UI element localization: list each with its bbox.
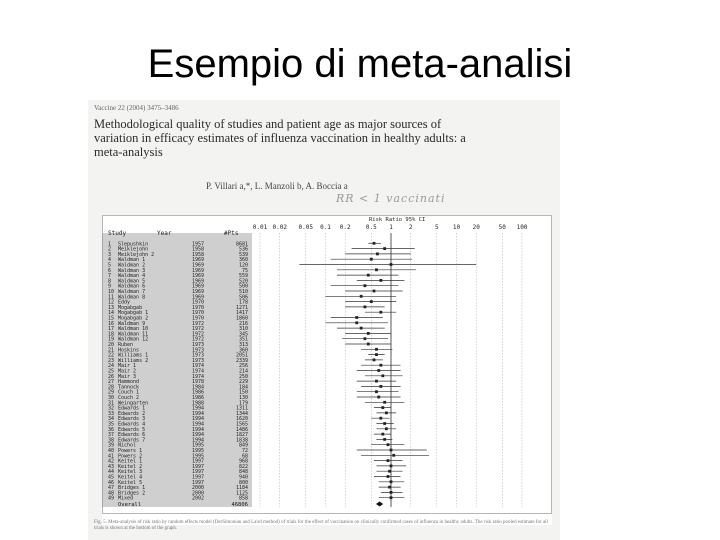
point-estimate	[383, 422, 386, 425]
study-number: 49	[108, 495, 115, 502]
tick-label: 50	[498, 224, 506, 231]
study-pts: 313	[238, 342, 248, 348]
study-name: Keitel 4	[118, 474, 143, 481]
study-year: 1994	[192, 405, 205, 412]
study-pts: 539	[238, 251, 248, 258]
study-number: 28	[108, 384, 115, 391]
study-number: 9	[108, 283, 112, 290]
study-name: Hammond	[118, 379, 140, 386]
point-estimate	[375, 268, 378, 271]
study-year: 1997	[192, 458, 205, 465]
study-pts: 1620	[235, 416, 248, 423]
point-estimate	[388, 486, 391, 489]
study-number: 40	[108, 448, 115, 454]
study-year: 1994	[192, 432, 205, 439]
tick-label: 0.05	[298, 224, 314, 231]
study-name: Mogabgab	[118, 304, 143, 311]
study-name: Mair 2	[118, 368, 137, 375]
study-pts: 822	[238, 463, 248, 470]
study-name: Mogabgab 2	[118, 315, 149, 322]
study-pts: 2051	[235, 352, 248, 359]
tick-label: 0.02	[272, 224, 287, 231]
study-year: 1969	[192, 273, 205, 280]
point-estimate	[383, 247, 386, 250]
study-number: 48	[108, 490, 115, 497]
study-name: Edwards 2	[118, 410, 146, 417]
point-estimate	[390, 263, 393, 266]
article-authors: P. Villari a,*, L. Manzoli b, A. Boccia a	[206, 181, 348, 191]
study-number: 19	[108, 336, 115, 343]
study-name: Mair 1	[118, 363, 137, 370]
study-name: Edwards 7	[118, 437, 146, 444]
tick-label: 0.1	[320, 224, 331, 231]
point-estimate	[385, 412, 388, 415]
study-year: 1997	[192, 469, 205, 476]
study-name: Edwards 3	[118, 416, 146, 423]
study-number: 23	[108, 357, 115, 364]
study-year: 1970	[192, 304, 205, 311]
study-pts: 1125	[235, 490, 248, 497]
study-number: 47	[108, 485, 115, 492]
column-header: #Pts	[224, 230, 239, 237]
point-estimate	[381, 374, 384, 377]
study-year: 1973	[192, 347, 205, 354]
point-estimate	[373, 242, 376, 245]
study-pts: 250	[238, 373, 248, 380]
study-number: 41	[108, 453, 115, 460]
tick-label: 100	[516, 224, 528, 231]
study-number: 7	[108, 273, 112, 280]
study-name: Couch 2	[118, 395, 140, 401]
study-number: 16	[108, 320, 115, 327]
study-year: 1969	[192, 257, 205, 264]
study-name: Meiklejohn	[118, 246, 149, 253]
study-year: 1974	[192, 373, 205, 380]
overall-pts: 46806	[231, 502, 248, 508]
tick-label: 5	[434, 224, 439, 231]
study-year: 1970	[192, 299, 205, 306]
study-year: 1994	[192, 410, 205, 417]
study-year: 1995	[192, 448, 205, 454]
study-name: Waldman 7	[118, 289, 146, 295]
study-name: Mair 3	[118, 373, 137, 380]
study-number: 25	[108, 368, 115, 375]
study-number: 18	[108, 331, 115, 338]
study-pts: 345	[238, 331, 248, 338]
point-estimate	[392, 454, 395, 457]
study-name: Waldman 8	[118, 294, 146, 301]
point-estimate	[387, 443, 390, 446]
point-estimate	[390, 491, 393, 494]
study-name: Meiklejohn 2	[118, 251, 155, 258]
point-estimate	[367, 332, 370, 335]
study-number: 42	[108, 458, 115, 465]
tick-label: 10	[452, 224, 461, 231]
study-number: 13	[108, 304, 115, 311]
study-pts: 536	[238, 246, 248, 253]
point-estimate	[370, 258, 373, 261]
study-pts: 216	[238, 320, 248, 327]
study-name: Powers 1	[118, 448, 143, 454]
overall-diamond	[376, 502, 383, 507]
point-estimate	[364, 306, 367, 309]
point-estimate	[360, 295, 363, 298]
study-pts: 229	[238, 379, 248, 386]
point-estimate	[373, 359, 376, 362]
study-year: 1974	[192, 363, 205, 370]
study-number: 30	[108, 395, 115, 401]
study-year: 1969	[192, 267, 205, 274]
point-estimate	[364, 284, 367, 287]
study-name: Waldman 10	[118, 326, 149, 333]
study-pts: 940	[238, 474, 248, 481]
study-pts: 1860	[235, 315, 248, 322]
study-year: 1969	[192, 262, 205, 269]
study-name: Waldman 9	[118, 320, 146, 327]
study-number: 31	[108, 400, 115, 407]
study-pts: 1486	[235, 426, 248, 433]
study-name: Edwards 6	[118, 432, 146, 439]
study-pts: 848	[238, 469, 248, 476]
study-number: 38	[108, 437, 115, 444]
tick-label: 0.01	[252, 224, 268, 231]
study-name: Couch 1	[118, 389, 140, 396]
point-estimate	[390, 465, 393, 468]
study-year: 1997	[192, 479, 205, 486]
study-year: 1997	[192, 474, 205, 481]
study-number: 11	[108, 294, 115, 301]
study-number: 27	[108, 379, 115, 386]
point-estimate	[379, 417, 382, 420]
point-estimate	[388, 470, 391, 473]
point-estimate	[377, 396, 380, 399]
study-year: 1958	[192, 251, 205, 258]
study-pts: 360	[238, 257, 248, 264]
study-pts: 1838	[235, 437, 248, 444]
study-number: 45	[108, 474, 115, 481]
point-estimate	[381, 406, 384, 409]
point-estimate	[385, 427, 388, 430]
study-year: 1978	[192, 379, 205, 386]
study-year: 2000	[192, 490, 205, 497]
study-name: Weingarten	[118, 400, 149, 407]
study-pts: 351	[238, 336, 248, 343]
study-name: Williams 2	[118, 357, 149, 364]
study-pts: 1827	[235, 432, 248, 439]
study-year: 1969	[192, 294, 205, 301]
study-pts: 150	[238, 389, 248, 396]
study-name: Eddy	[118, 299, 131, 306]
study-year: 1974	[192, 368, 205, 375]
study-name: Keitel 2	[118, 463, 143, 470]
study-name: Keitel 5	[118, 479, 143, 486]
study-year: 1994	[192, 416, 205, 423]
study-name: Powers 2	[118, 453, 143, 460]
study-number: 2	[108, 246, 112, 253]
study-pts: 506	[238, 294, 248, 301]
study-year: 1994	[192, 421, 205, 428]
point-estimate	[375, 348, 378, 351]
study-number: 22	[108, 352, 115, 359]
overall-label: Overall	[118, 502, 142, 508]
study-pts: 500	[238, 283, 248, 290]
point-estimate	[377, 369, 380, 372]
study-year: 1969	[192, 278, 205, 285]
point-estimate	[379, 279, 382, 282]
study-pts: 178	[238, 299, 248, 306]
study-pts: 1311	[235, 405, 248, 412]
study-number: 20	[108, 342, 115, 348]
study-name: Hoskins	[118, 347, 140, 354]
study-name: Tannock	[118, 384, 140, 391]
study-name: Waldman 11	[118, 331, 149, 338]
study-year: 1958	[192, 246, 205, 253]
study-number: 36	[108, 426, 115, 433]
study-year: 1997	[192, 463, 205, 470]
study-number: 34	[108, 416, 115, 423]
article-title: Methodological quality of studies and patient age as major sources of variation in efficacy estimates of influenza vaccination in healthy adults: a meta-analysis	[94, 117, 466, 159]
tick-label: 2	[408, 224, 413, 231]
study-number: 14	[108, 310, 115, 317]
point-estimate	[387, 475, 390, 478]
point-estimate	[390, 496, 393, 499]
study-year: 1969	[192, 283, 205, 290]
study-number: 32	[108, 405, 115, 412]
point-estimate	[383, 401, 386, 404]
study-number: 15	[108, 315, 115, 322]
study-pts: 1184	[235, 485, 248, 492]
study-name: Slepushkin	[118, 241, 149, 248]
study-pts: 1565	[235, 421, 248, 428]
study-number: 8	[108, 278, 112, 285]
study-number: 10	[108, 289, 115, 295]
point-estimate	[355, 321, 358, 324]
study-name: Nichol	[118, 442, 137, 449]
point-estimate	[375, 390, 378, 393]
study-number: 21	[108, 347, 115, 354]
point-estimate	[373, 290, 376, 293]
point-estimate	[376, 253, 379, 256]
study-name: Keitel 1	[118, 458, 143, 465]
tick-label: 0.5	[365, 224, 377, 231]
study-year: 1957	[192, 241, 205, 248]
point-estimate	[390, 480, 393, 483]
point-estimate	[375, 380, 378, 383]
study-year: 1986	[192, 395, 205, 401]
column-header: Year	[157, 230, 172, 237]
point-estimate	[379, 385, 382, 388]
forest-plot	[102, 215, 552, 525]
forest-plot-figure	[102, 215, 552, 525]
study-name: Bridges 2	[118, 490, 146, 497]
study-number: 44	[108, 469, 115, 476]
study-pts: 800	[238, 479, 248, 486]
study-name: Waldman 12	[118, 336, 149, 343]
study-year: 1973	[192, 352, 205, 359]
study-name: Waldman 5	[118, 278, 146, 285]
study-number: 17	[108, 326, 115, 333]
study-name: Williams 1	[118, 352, 149, 359]
study-number: 3	[108, 251, 112, 258]
study-year: 1994	[192, 437, 205, 444]
tick-label: 20	[472, 224, 480, 231]
study-year: 1994	[192, 426, 205, 433]
point-estimate	[360, 327, 363, 330]
point-estimate	[370, 300, 373, 303]
study-pts: 360	[238, 347, 248, 354]
study-name: Edwards 4	[118, 421, 146, 428]
point-estimate	[379, 311, 382, 314]
study-year: 1969	[192, 289, 205, 295]
study-year: 1988	[192, 400, 205, 407]
handwritten-note: RR < 1 vaccinati	[336, 192, 446, 205]
study-pts: 68	[241, 453, 248, 460]
axis-label: Risk Ratio 95% CI	[369, 217, 426, 223]
study-name: Bridges 1	[118, 485, 146, 492]
study-pts: 2339	[235, 357, 248, 364]
point-estimate	[367, 274, 370, 277]
study-pts: 75	[241, 267, 248, 274]
study-year: 1972	[192, 336, 205, 343]
study-name: Mixed	[118, 495, 134, 502]
study-year: 1984	[192, 384, 205, 391]
slide-title: Esempio di meta-analisi	[147, 42, 573, 86]
point-estimate	[364, 337, 367, 340]
tick-label: 0.2	[339, 224, 351, 231]
study-pts: 510	[238, 289, 248, 295]
study-number: 46	[108, 479, 115, 486]
study-year: 1972	[192, 331, 205, 338]
study-year: 1973	[192, 342, 205, 348]
study-name: Waldman 6	[118, 283, 146, 290]
study-pts: 8681	[235, 241, 248, 248]
point-estimate	[387, 459, 390, 462]
study-number: 5	[108, 262, 112, 269]
point-estimate	[381, 433, 384, 436]
study-pts: 559	[238, 273, 248, 280]
study-number: 29	[108, 389, 115, 396]
study-pts: 130	[238, 395, 248, 401]
study-name: Mogabgab 1	[118, 310, 149, 317]
study-year: 1972	[192, 326, 205, 333]
study-pts: 968	[238, 458, 248, 465]
study-pts: 849	[238, 442, 248, 449]
study-number: 33	[108, 410, 115, 417]
column-header: Study	[108, 230, 127, 237]
study-number: 12	[108, 299, 115, 306]
study-number: 4	[108, 257, 112, 264]
study-number: 6	[108, 267, 112, 274]
point-estimate	[379, 364, 382, 367]
study-name: Keitel 3	[118, 469, 143, 476]
study-name: Waldman 2	[118, 262, 146, 269]
study-year: 1972	[192, 320, 205, 327]
study-pts: 520	[238, 278, 248, 285]
study-name: Ruben	[118, 342, 134, 348]
study-pts: 72	[241, 448, 248, 454]
study-year: 1986	[192, 389, 205, 396]
study-year: 1995	[192, 453, 205, 460]
study-pts: 858	[238, 495, 248, 502]
study-year: 1970	[192, 315, 205, 322]
study-name: Edwards 5	[118, 426, 146, 433]
study-year: 1995	[192, 442, 205, 449]
study-number: 24	[108, 363, 115, 370]
tick-label: 1	[389, 224, 393, 231]
figure-caption: Fig. 5. Meta-analysis of risk ratio by random effects model (DerSimonian and Laird method) of trials for the effect of vaccination on clinically confirmed cases of influenza in healthy adults. The risk ratio pooled estimate for all trials is shown at the bottom of the graph.	[94, 520, 548, 531]
study-name: Waldman 1	[118, 257, 146, 264]
point-estimate	[355, 316, 358, 319]
scanned-article	[88, 100, 560, 540]
study-pts: 310	[238, 326, 248, 333]
study-name: Waldman 4	[118, 273, 146, 280]
study-pts: 184	[238, 384, 248, 391]
study-number: 37	[108, 432, 115, 439]
journal-reference: Vaccine 22 (2004) 3475–3486	[94, 104, 179, 112]
study-number: 35	[108, 421, 115, 428]
study-pts: 256	[238, 363, 248, 370]
study-pts: 1417	[235, 310, 248, 317]
study-name: Edwards 1	[118, 405, 146, 412]
study-year: 2002	[192, 495, 205, 502]
study-number: 1	[108, 241, 112, 248]
study-year: 1970	[192, 310, 205, 317]
study-number: 43	[108, 463, 115, 470]
study-pts: 214	[238, 368, 248, 375]
study-name: Waldman 3	[118, 267, 146, 274]
study-pts: 1271	[235, 304, 248, 311]
point-estimate	[390, 449, 393, 452]
study-pts: 120	[238, 262, 248, 269]
point-estimate	[375, 353, 378, 356]
point-estimate	[367, 343, 370, 346]
study-number: 39	[108, 442, 115, 449]
study-number: 26	[108, 373, 115, 380]
point-estimate	[383, 438, 386, 441]
study-pts: 1344	[235, 410, 248, 417]
study-year: 1973	[192, 357, 205, 364]
study-pts: 179	[238, 400, 248, 407]
study-year: 2000	[192, 485, 205, 492]
